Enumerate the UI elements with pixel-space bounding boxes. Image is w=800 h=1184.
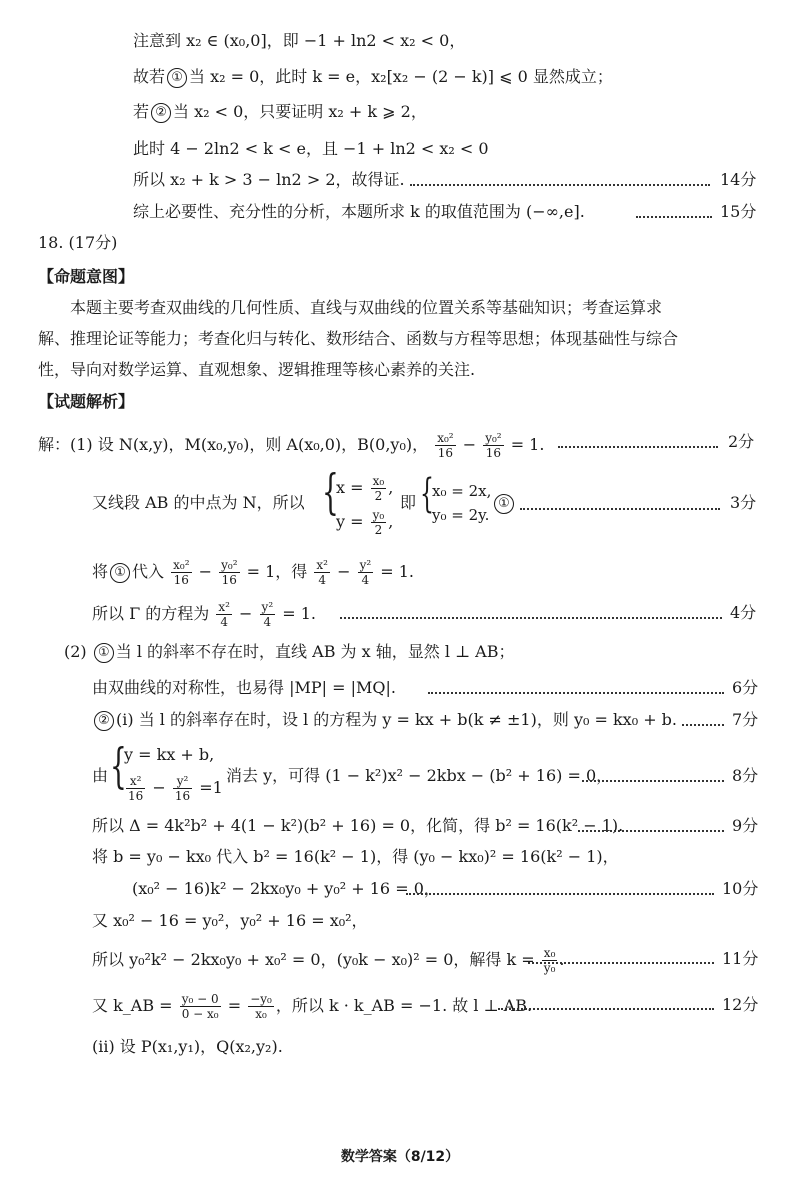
dotted-leader <box>498 1008 714 1010</box>
dotted-leader <box>428 692 724 694</box>
text-line: (2) ① 当 l 的斜率不存在时，直线 AB 为 x 轴，显然 l ⊥ AB； <box>64 642 515 661</box>
text-fragment: = 1. <box>510 435 545 454</box>
section-heading: 【试题解析】 <box>38 392 135 411</box>
fraction: $\frac{\text{x²}}{4}$ <box>218 600 230 629</box>
text-line: 注意到 x₂ ∈ (x₀,0]，即 −1 + ln2 < x₂ < 0， <box>133 31 466 50</box>
text-line: 本题主要考查双曲线的几何性质、直线与双曲线的位置关系等基础知识；考查运算求 <box>70 298 663 317</box>
dotted-leader <box>636 216 712 218</box>
score-label: 6分 <box>732 678 759 697</box>
text-fragment <box>492 492 516 514</box>
fraction: $\frac{\text{x²}}{16}$ <box>128 774 144 803</box>
text-fragment: 解：(1) 设 N(x,y)，M(x₀,y₀)，则 A(x₀,0)，B(0,y₀)， <box>38 435 429 454</box>
text-fragment: 即 <box>400 493 417 512</box>
text-line: 又 x₀² − 16 = y₀²，y₀² + 16 = x₀²， <box>92 911 368 930</box>
fraction: $\frac{\text{y²}}{4}$ <box>359 558 372 587</box>
fraction: $\frac{\text{x₀}}{\text{y₀}}$ <box>543 946 556 975</box>
problem-number: 18. (17分) <box>38 233 118 252</box>
text-line: 解、推理论证等能力；考查化归与转化、数形结合、函数与方程等思想；体现基础性与综合 <box>38 329 679 348</box>
score-label: 3分 <box>730 493 757 512</box>
score-label: 8分 <box>732 766 759 785</box>
system-row: x = $\frac{\text{x₀}}{2}$ , <box>336 474 394 503</box>
dotted-leader <box>340 617 722 619</box>
operator: − <box>462 435 477 454</box>
score-label: 15分 <box>720 202 757 221</box>
circled-one: ① <box>94 643 114 663</box>
dotted-leader <box>406 893 714 895</box>
dotted-leader <box>528 962 714 964</box>
text-line: 将 b = y₀ − kx₀ 代入 b² = 16(k² − 1)，得 (y₀ − kx₀)² = 16(k² − 1)， <box>92 847 619 866</box>
text-fragment: 当 x₂ < 0，只要证明 x₂ + k ⩾ 2， <box>173 102 427 121</box>
left-brace: { <box>110 738 127 794</box>
fraction: $\frac{\text{y²}}{4}$ <box>261 600 274 629</box>
text-line: ② (i) 当 l 的斜率存在时，设 l 的方程为 y = kx + b(k ≠ ±1)，则 y₀ = kx₀ + b. <box>92 709 677 731</box>
section-heading: 【命题意图】 <box>38 267 135 286</box>
text-line: 又 k_AB = $\frac{\text{y₀ − 0}}{\text{0 − x₀}}$ = $\frac{\text{−y₀}}{\text{x₀}}$ ，所以 k · k_AB = −1. 故 l ⊥ AB. <box>92 992 533 1021</box>
text-line: 性，导向对数学运算、直观想象、逻辑推理等核心素养的关注. <box>38 360 476 379</box>
score-label: 7分 <box>732 710 759 729</box>
fraction: $\frac{\text{x₀²}}{16}$ <box>173 558 190 587</box>
text-fragment: 若 <box>133 102 150 121</box>
system-row: $\frac{\text{x²}}{16}$ − $\frac{\text{y²}}{16}$ =1 <box>128 774 223 803</box>
system-row: y₀ = 2y. <box>432 506 490 524</box>
text-line: 综上必要性、充分性的分析，本题所求 k 的取值范围为 (−∞,e]. <box>133 202 585 221</box>
fraction: $\frac{\text{x₀²}}{16}$ <box>437 431 454 460</box>
text-fragment: 当 x₂ = 0，此时 k = e，x₂[x₂ − (2 − k)] ⩽ 0 显然成立； <box>189 67 613 86</box>
text-line: 所以 y₀²k² − 2kx₀y₀ + x₀² = 0，(y₀k − x₀)² = 0，解得 k = $\frac{\text{x₀}}{\text{y₀}}$ . <box>92 946 565 975</box>
dotted-leader <box>582 780 724 782</box>
score-label: 4分 <box>730 603 757 622</box>
text-line: 此时 4 − 2ln2 < k < e，且 −1 + ln2 < x₂ < 0 <box>133 139 489 158</box>
circled-one: ① <box>494 494 514 514</box>
text-line: (x₀² − 16)k² − 2kx₀y₀ + y₀² + 16 = 0， <box>132 879 440 898</box>
fraction: $\frac{\text{y₀²}}{16}$ <box>221 558 238 587</box>
score-label: 12分 <box>722 995 759 1014</box>
circled-two: ② <box>151 103 171 123</box>
fraction: $\frac{\text{y²}}{16}$ <box>174 774 191 803</box>
system-row: y = kx + b, <box>124 745 215 764</box>
text-line <box>38 431 544 460</box>
dotted-leader <box>410 184 710 186</box>
fraction: $\frac{\text{x²}}{4}$ <box>316 558 328 587</box>
page-footer: 数学答案（8/12） <box>340 1149 460 1165</box>
score-label: 2分 <box>728 432 755 451</box>
score-label: 9分 <box>732 816 759 835</box>
text-line: 由双曲线的对称性，也易得 |MP| = |MQ|. <box>92 678 396 697</box>
system-row: x₀ = 2x, <box>432 482 492 500</box>
text-fragment: 故若 <box>133 67 166 86</box>
text-line: 又线段 AB 的中点为 N，所以 <box>92 493 305 512</box>
fraction: $\frac{\text{y₀}}{2}$ <box>372 508 385 537</box>
fraction: $\frac{\text{y₀ − 0}}{\text{0 − x₀}}$ <box>181 992 219 1021</box>
circled-two: ② <box>94 711 114 731</box>
text-line: (ii) 设 P(x₁,y₁)，Q(x₂,y₂). <box>92 1037 283 1056</box>
dotted-leader <box>578 830 724 832</box>
text-line: 所以 x₂ + k > 3 − ln2 > 2，故得证. <box>133 170 405 189</box>
text-line: 所以 Δ = 4k²b² + 4(1 − k²)(b² + 16) = 0，化简，得 b² = 16(k² − 1). <box>92 816 624 835</box>
score-label: 14分 <box>720 170 757 189</box>
left-brace: { <box>322 464 339 520</box>
text-line: 所以 Γ 的方程为 $\frac{\text{x²}}{4}$ − $\frac{\text{y²}}{4}$ = 1. <box>92 600 316 629</box>
text-line <box>133 101 427 123</box>
fraction: $\frac{\text{−y₀}}{\text{x₀}}$ <box>250 992 272 1021</box>
dotted-leader <box>682 724 724 726</box>
score-label: 11分 <box>722 949 759 968</box>
fraction: $\frac{\text{x₀}}{2}$ <box>372 474 385 503</box>
left-brace: { <box>420 471 434 517</box>
text-fragment: 由 <box>92 766 109 785</box>
text-line <box>133 66 613 88</box>
dotted-leader <box>558 446 718 448</box>
system-row: y = $\frac{\text{y₀}}{2}$ , <box>336 508 394 537</box>
circled-one: ① <box>110 563 130 583</box>
dotted-leader <box>520 508 720 510</box>
fraction: $\frac{\text{y₀²}}{16}$ <box>485 431 502 460</box>
text-fragment: 消去 y，可得 (1 − k²)x² − 2kbx − (b² + 16) = 0， <box>226 766 613 785</box>
text-line: 将 ① 代入 $\frac{\text{x₀²}}{16}$ − $\frac{\text{y₀²}}{16}$ = 1，得 $\frac{\text{x²}}{4}$ − $\frac{\text{y²}}{4}$ = 1. <box>92 558 415 587</box>
circled-one: ① <box>167 68 187 88</box>
score-label: 10分 <box>722 879 759 898</box>
